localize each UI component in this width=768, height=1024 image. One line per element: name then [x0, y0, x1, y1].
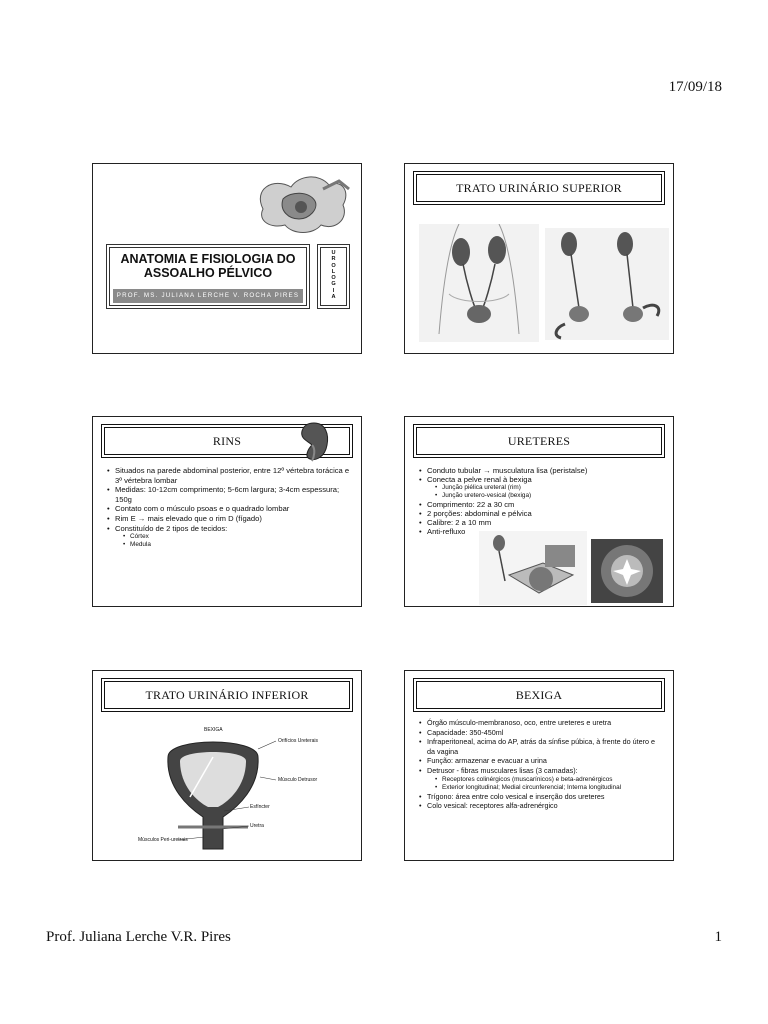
- slide-title-text: TRATO URINÁRIO INFERIOR: [145, 688, 309, 702]
- figure-caption: BEXIGA: [204, 727, 223, 733]
- slide-title-text: ANATOMIA E FISIOLOGIA DO ASSOALHO PÉLVICO: [120, 252, 296, 280]
- urinary-tract-diagram: [419, 224, 539, 342]
- bladder-diagram: [138, 727, 318, 857]
- slide-title-box: [106, 244, 310, 309]
- side-label: U R O L O G I A: [331, 250, 336, 301]
- list-subitem: • Medula: [123, 541, 351, 549]
- list-subitem: • Córtex: [123, 533, 351, 541]
- pelvis-illustration: [243, 169, 355, 237]
- slide-ureters: [404, 416, 674, 607]
- figure-label: Músculo Detrusor: [278, 777, 318, 783]
- list-item: • Situados na parede abdominal posterior, entre 12º vértebra torácica e 3º vértebra lombar: [107, 466, 351, 485]
- list-item: • Detrusor - fibras musculares lisas (3 camadas): • Receptores colinérgicos (muscarínicos) e beta-adrenérgicos • Exterior longitudinal; Medial circunferencial; Interna longitudinal: [419, 766, 663, 792]
- list-item: • Função: armazenar e evacuar a urina: [419, 756, 663, 766]
- figure-label: Uretra: [250, 823, 264, 829]
- list-item: • Calibre: 2 a 10 mm: [419, 518, 663, 527]
- figure-label: Orifícios Ureterais: [278, 738, 319, 744]
- list-item: • Anti-refluxo: [419, 527, 663, 536]
- list-item: • Conecta a pelve renal à bexiga • Junção piélica ureteral (rim) • Junção uretero-vesical (bexiga): [419, 475, 663, 500]
- list-subitem: • Junção uretero-vesical (bexiga): [435, 492, 663, 500]
- bullet-list: [107, 466, 351, 549]
- list-item: • Infraperitoneal, acima do AP, atrás da sínfise púbica, à frente do útero e da vagina: [419, 737, 663, 756]
- list-item: • 2 porções: abdominal e pélvica: [419, 509, 663, 518]
- list-item: • Órgão músculo-membranoso, oco, entre ureteres e uretra: [419, 718, 663, 728]
- list-subitem: • Junção piélica ureteral (rim): [435, 484, 663, 492]
- slide-upper-urinary: [404, 163, 674, 354]
- figure-label: Esfíncter: [250, 804, 270, 810]
- side-label-box: [317, 244, 350, 309]
- list-item: • Contato com o músculo psoas e o quadrado lombar: [107, 504, 351, 514]
- slide-kidneys: [92, 416, 362, 607]
- slide-title-box: [413, 171, 665, 205]
- list-subitem: • Exterior longitudinal; Medial circunferencial; Interna longitudinal: [435, 784, 663, 792]
- slide-title-text: BEXIGA: [515, 688, 563, 702]
- slide-author: PROF. MS. JULIANA LERCHE V. ROCHA PIRES: [113, 289, 303, 303]
- list-item: • Trígono: área entre colo vesical e inserção dos ureteres: [419, 792, 663, 802]
- slide-bladder: [404, 670, 674, 861]
- list-item: • Comprimento: 22 a 30 cm: [419, 500, 663, 509]
- figure-label: Músculos Peri-uretrais: [138, 837, 188, 843]
- list-item: • Conduto tubular → musculatura lisa (peristalse): [419, 466, 663, 475]
- list-item: • Colo vesical: receptores alfa-adrenérgico: [419, 801, 663, 811]
- slide-title-box: [101, 678, 353, 712]
- male-female-urinary-diagram: [545, 228, 669, 340]
- page-number: 1: [714, 929, 722, 945]
- slide-title-box: [413, 678, 665, 712]
- list-item: • Rim E → mais elevado que o rim D (fígado): [107, 514, 351, 524]
- slide-title-box: [413, 424, 665, 458]
- slide-lower-urinary: [92, 670, 362, 861]
- kidney-icon: [298, 421, 330, 463]
- footer-author: Prof. Juliana Lerche V.R. Pires: [46, 929, 231, 945]
- page-date: 17/09/18: [668, 79, 722, 95]
- slide-title-text: TRATO URINÁRIO SUPERIOR: [456, 181, 622, 195]
- ureter-histology-image: [591, 539, 663, 603]
- bullet-list: [419, 466, 663, 536]
- slide-title-text: URETERES: [507, 434, 571, 448]
- bullet-list: [419, 718, 663, 811]
- list-item: • Capacidade: 350-450ml: [419, 728, 663, 738]
- list-item: • Medidas: 10-12cm comprimento; 5-6cm largura; 3-4cm espessura; 150g: [107, 485, 351, 504]
- ureter-section-diagram: [479, 531, 587, 605]
- slide-title: [92, 163, 362, 354]
- slide-title-text: RINS: [212, 434, 242, 448]
- list-item: • Constituído de 2 tipos de tecidos: • Córtex • Medula: [107, 524, 351, 550]
- list-subitem: • Receptores colinérgicos (muscarínicos) e beta-adrenérgicos: [435, 776, 663, 784]
